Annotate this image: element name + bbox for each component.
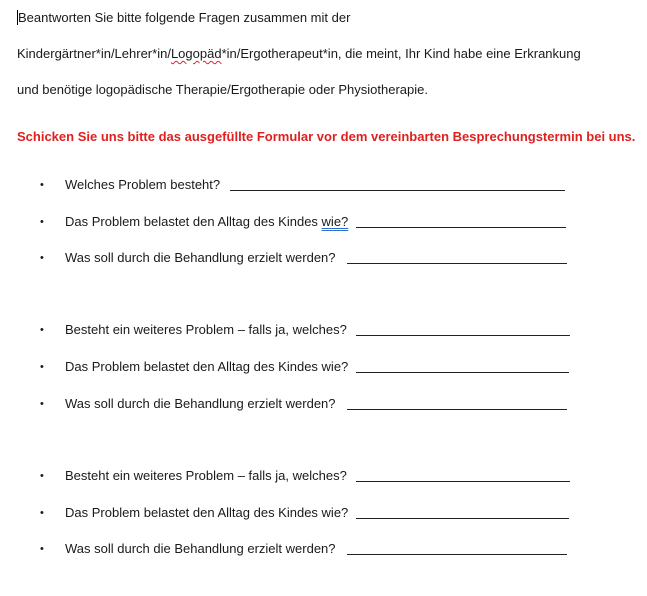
question-label-prefix: Das Problem belastet den Alltag des Kindes	[65, 214, 322, 229]
answer-line[interactable]	[356, 227, 566, 228]
intro-line-2-prefix: Kindergärtner*in/Lehrer*in/	[17, 46, 171, 61]
question-label: Besteht ein weiteres Problem – falls ja, welches?	[65, 468, 347, 483]
intro-line-1	[17, 9, 350, 27]
bullet-icon: •	[40, 398, 44, 410]
question-label: Was soll durch die Behandlung erzielt werden?	[65, 541, 336, 556]
answer-line[interactable]	[356, 335, 570, 336]
bullet-icon: •	[40, 324, 44, 336]
bullet-icon: •	[40, 252, 44, 264]
answer-line[interactable]	[356, 372, 569, 373]
question-label: Das Problem belastet den Alltag des Kindes wie?	[65, 359, 349, 374]
answer-line[interactable]	[230, 190, 565, 191]
answer-line[interactable]	[356, 481, 570, 482]
intro-line-3-text: und benötige logopädische Therapie/Ergotherapie oder Physiotherapie.	[17, 82, 428, 97]
question-label: Was soll durch die Behandlung erzielt werden?	[65, 396, 336, 411]
intro-line-2	[17, 45, 581, 63]
bullet-icon: •	[40, 179, 44, 191]
bullet-icon: •	[40, 507, 44, 519]
answer-line[interactable]	[347, 554, 567, 555]
question-label: Das Problem belastet den Alltag des Kindes wie?	[65, 505, 349, 520]
bullet-icon: •	[40, 216, 44, 228]
submission-notice: Schicken Sie uns bitte das ausgefüllte Formular vor dem vereinbarten Besprechungstermin bei uns.	[17, 129, 636, 144]
intro-line-1-text: Beantworten Sie bitte folgende Fragen zusammen mit der	[18, 10, 351, 25]
answer-line[interactable]	[356, 518, 569, 519]
bullet-icon: •	[40, 361, 44, 373]
question-label	[65, 213, 348, 231]
bullet-icon: •	[40, 470, 44, 482]
intro-line-2-suffix: *in/Ergotherapeut*in, die meint, Ihr Kind habe eine Erkrankung	[221, 46, 581, 61]
question-label: Welches Problem besteht?	[65, 177, 221, 192]
question-label: Besteht ein weiteres Problem – falls ja, welches?	[65, 322, 347, 337]
grammar-flagged-word[interactable]: wie?	[321, 214, 349, 229]
answer-line[interactable]	[347, 263, 567, 264]
answer-line[interactable]	[347, 409, 567, 410]
spelling-flagged-word[interactable]: Logopäd	[170, 46, 222, 61]
bullet-icon: •	[40, 543, 44, 555]
question-label: Was soll durch die Behandlung erzielt werden?	[65, 250, 336, 265]
intro-line-3	[17, 81, 428, 99]
